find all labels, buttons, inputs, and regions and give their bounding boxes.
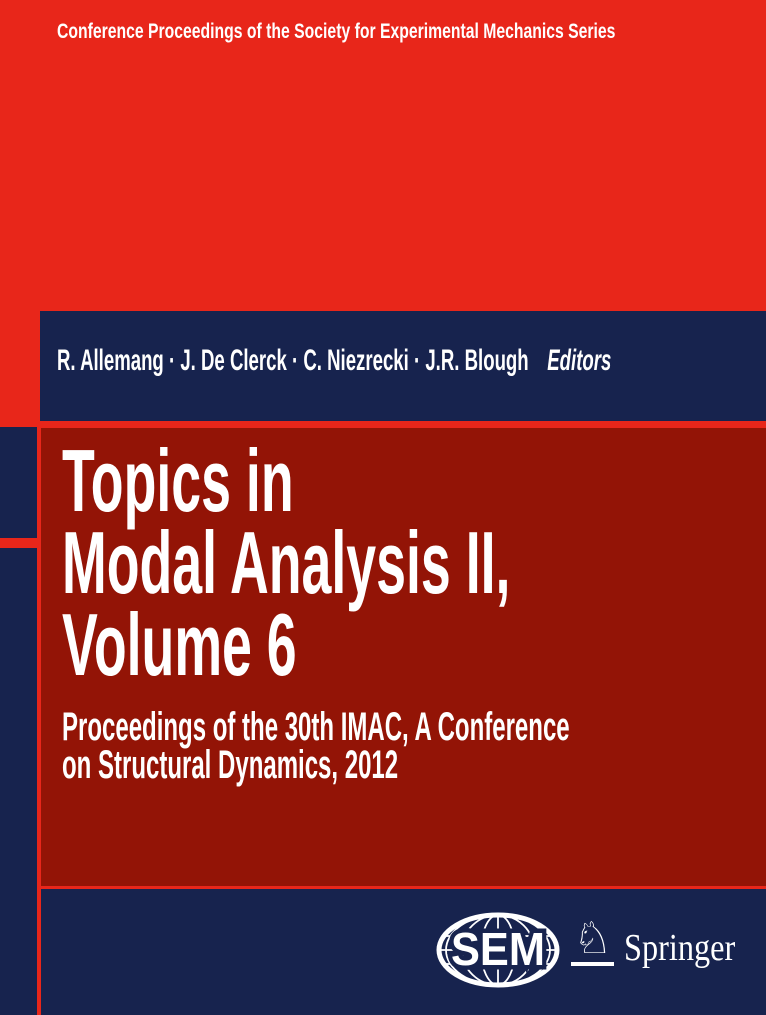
sem-globe-icon xyxy=(435,911,561,989)
title-line-1: Topics in xyxy=(62,431,294,530)
left-strip-notch xyxy=(0,538,37,548)
series-title: Conference Proceedings of the Society for Experimental Mechanics Series xyxy=(57,20,616,43)
book-title xyxy=(62,431,766,694)
editors-line xyxy=(57,344,766,378)
subtitle-line-2: on Structural Dynamics, 2012 xyxy=(62,743,399,787)
springer-logo xyxy=(571,913,755,969)
title-panel xyxy=(41,428,766,886)
title-line-2: Modal Analysis II, xyxy=(62,513,511,612)
editors-band xyxy=(40,311,766,421)
subtitle-line-1: Proceedings of the 30th IMAC, A Conference xyxy=(62,705,570,749)
editors-role-label: Editors xyxy=(547,344,612,377)
left-strip xyxy=(0,427,37,1015)
springer-wordmark: Springer xyxy=(624,927,736,969)
footer xyxy=(41,889,766,1015)
editor-names: R. Allemang · J. De Clerck · C. Niezrecki · J.R. Blough xyxy=(57,344,529,377)
sem-logo-text: SEM xyxy=(451,923,545,975)
springer-knight-icon: ♘ xyxy=(573,913,613,964)
series-banner xyxy=(57,20,766,44)
title-line-3: Volume 6 xyxy=(62,595,297,694)
book-subtitle xyxy=(62,705,766,787)
